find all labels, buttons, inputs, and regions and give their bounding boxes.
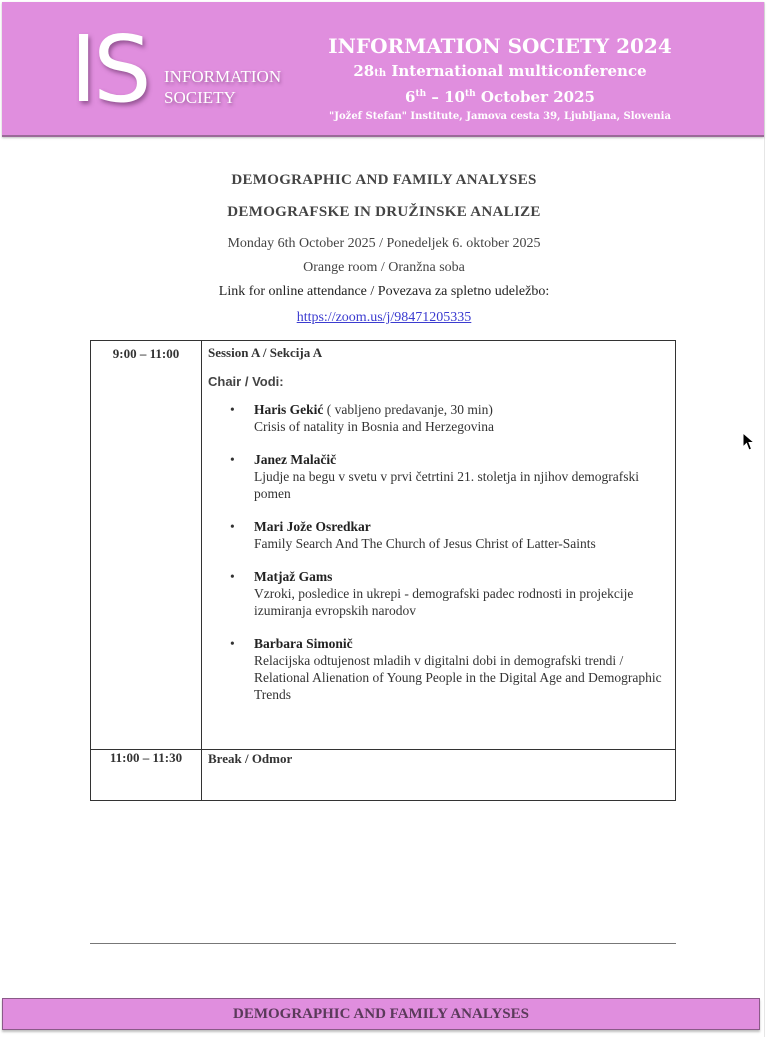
break-row xyxy=(91,750,676,801)
session-row xyxy=(91,341,676,750)
title-slovene: DEMOGRAFSKE IN DRUŽINSKE ANALIZE xyxy=(227,204,541,220)
session-title: Session A / Sekcija A xyxy=(208,345,323,360)
dates-rest: October 2025 xyxy=(475,88,595,106)
online-link-container xyxy=(0,310,768,326)
logo-line-1: INFORMATION xyxy=(164,67,282,86)
talk-title: Family Search And The Church of Jesus Christ of Latter-Saints xyxy=(254,536,596,551)
talk-title: Crisis of natality in Bosnia and Herzegovina xyxy=(254,419,494,434)
bullet-icon: • xyxy=(230,636,235,651)
talk-speaker: Haris Gekić xyxy=(254,402,324,417)
date-line: Monday 6th October 2025 / Ponedeljek 6. oktober 2025 xyxy=(227,236,541,251)
banner-heading xyxy=(300,34,700,125)
conference-venue: "Jožef Stefan" Institute, Jamova cesta 39, Ljubljana, Slovenia xyxy=(329,111,671,122)
edition-text: International multiconference xyxy=(386,62,647,80)
footer-divider xyxy=(90,943,676,944)
mouse-cursor-icon xyxy=(742,432,756,452)
logo-line-2: SOCIETY xyxy=(164,88,236,107)
talk-item xyxy=(230,451,669,502)
dates-sep: – 10 xyxy=(426,88,465,106)
talk-title: Relacijska odtujenost mladih v digitalni dobi in demografski trendi / Relational Alienation of Young People in the Digital Age and Demographic Trends xyxy=(254,653,662,702)
talk-speaker: Mari Jože Osredkar xyxy=(254,519,371,534)
conference-edition xyxy=(300,61,700,84)
talk-note: ( vabljeno predavanje, 30 min) xyxy=(323,402,493,417)
talk-item xyxy=(230,635,669,703)
bullet-icon: • xyxy=(230,519,235,534)
schedule-table xyxy=(90,340,676,801)
bullet-icon: • xyxy=(230,569,235,584)
bullet-icon: • xyxy=(230,402,235,417)
talk-item xyxy=(230,518,669,552)
dates-start: 6 xyxy=(405,88,416,106)
talk-speaker: Matjaž Gams xyxy=(254,569,333,584)
online-link-label: Link for online attendance / Povezava za spletno udeležbo: xyxy=(218,284,550,299)
session-chair: Chair / Vodi: xyxy=(208,374,284,389)
conference-title: INFORMATION SOCIETY 2024 xyxy=(328,34,672,58)
dates-end-sup: th xyxy=(465,89,476,99)
zoom-link[interactable]: https://zoom.us/j/98471205335 xyxy=(296,310,472,325)
session-details xyxy=(202,341,676,750)
edition-suffix: th xyxy=(374,68,387,79)
bullet-icon: • xyxy=(230,452,235,467)
title-english: DEMOGRAPHIC AND FAMILY ANALYSES xyxy=(231,172,537,188)
logo-subtitle xyxy=(164,66,281,108)
is-logo: IS xyxy=(70,16,148,123)
talk-title: Vzroki, posledice in ukrepi - demografski padec rodnosti in projekcije izumiranja evropskih narodov xyxy=(254,586,634,618)
talk-title: Ljudje na begu v svetu v prvi četrtini 21. stoletja in njihov demografski pomen xyxy=(254,469,640,501)
break-time: 11:00 – 11:30 xyxy=(91,750,202,801)
talk-list xyxy=(208,401,669,703)
footer-banner: DEMOGRAPHIC AND FAMILY ANALYSES xyxy=(2,998,760,1030)
dates-start-sup: th xyxy=(415,89,427,99)
talk-speaker: Janez Malačič xyxy=(254,452,337,467)
break-title: Break / Odmor xyxy=(202,750,676,801)
talk-speaker: Barbara Simonič xyxy=(254,636,353,651)
session-time: 9:00 – 11:00 xyxy=(91,341,202,750)
conference-banner xyxy=(2,2,764,137)
edition-number: 28 xyxy=(353,62,375,80)
talk-item xyxy=(230,401,669,435)
room-line: Orange room / Oranžna soba xyxy=(303,260,465,275)
talk-item xyxy=(230,568,669,619)
conference-dates xyxy=(300,84,700,107)
